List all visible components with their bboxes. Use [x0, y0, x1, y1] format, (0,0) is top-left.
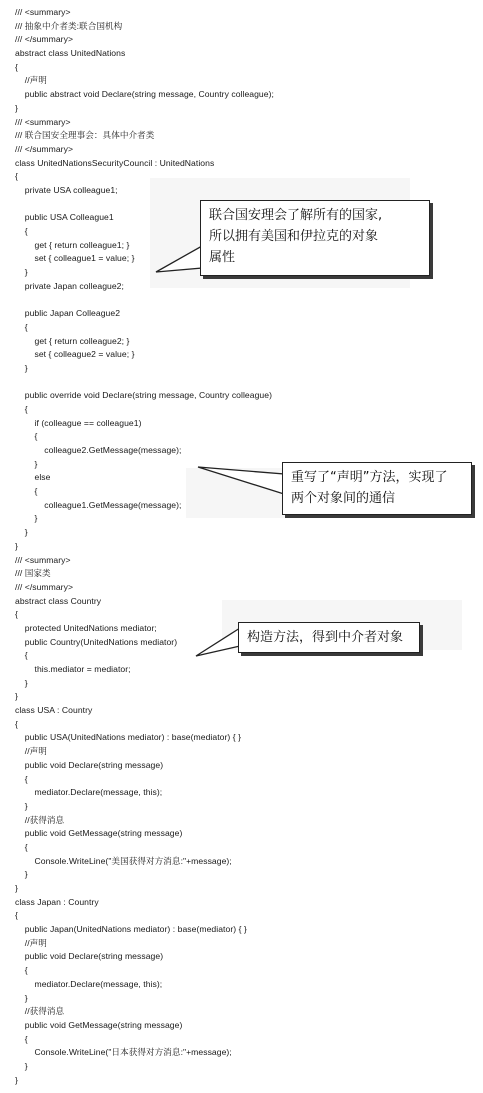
- code-listing: [15, 6, 475, 1087]
- code-line: public Japan(UnitedNations mediator) : base(mediator) { }: [15, 924, 247, 935]
- code-line: {: [15, 321, 28, 332]
- code-line: class USA : Country: [15, 705, 93, 716]
- code-line: {: [15, 841, 28, 852]
- callout-constructor: [238, 622, 420, 653]
- callout-text: 重写了“声明”方法，实现了: [291, 470, 448, 485]
- callout-text: 两个对象间的通信: [291, 491, 396, 506]
- code-line: abstract class UnitedNations: [15, 48, 126, 59]
- code-line: }: [15, 1074, 18, 1085]
- code-line: public void GetMessage(string message): [15, 828, 183, 839]
- callout-security-council: [200, 200, 430, 276]
- code-line: public void GetMessage(string message): [15, 1019, 183, 1030]
- code-line: {: [15, 609, 18, 620]
- callout-text: 构造方法，得到中介者对象: [247, 630, 404, 645]
- code-line: //声明: [15, 75, 47, 86]
- callout-text: 联合国安理会了解所有的国家,: [209, 208, 383, 223]
- code-line: /// 联合国安全理事会：具体中介者类: [15, 130, 155, 141]
- code-line: get { return colleague2; }: [15, 335, 130, 346]
- code-line: Console.WriteLine("美国获得对方消息:"+message);: [15, 855, 232, 866]
- code-line: /// </summary>: [15, 581, 74, 592]
- code-line: {: [15, 910, 18, 921]
- code-line: }: [15, 527, 28, 538]
- code-line: {: [15, 403, 28, 414]
- code-line: public Country(UnitedNations mediator): [15, 636, 178, 647]
- code-line: }: [15, 267, 28, 278]
- code-line: public override void Declare(string message, Country colleague): [15, 390, 272, 401]
- code-line: private USA colleague1;: [15, 184, 118, 195]
- code-line: mediator.Declare(message, this);: [15, 978, 163, 989]
- code-line: }: [15, 992, 28, 1003]
- code-line: /// </summary>: [15, 34, 74, 45]
- callout-text: 所以拥有美国和伊拉克的对象: [209, 229, 379, 244]
- code-line: //获得消息: [15, 1006, 65, 1017]
- code-line: set { colleague2 = value; }: [15, 349, 135, 360]
- code-line: }: [15, 102, 18, 113]
- code-line: }: [15, 362, 28, 373]
- code-line: protected UnitedNations mediator;: [15, 622, 157, 633]
- code-line: /// 抽象中介者类:联合国机构: [15, 20, 123, 31]
- code-line: {: [15, 1033, 28, 1044]
- code-line: mediator.Declare(message, this);: [15, 787, 163, 798]
- code-line: this.mediator = mediator;: [15, 664, 131, 674]
- code-line: /// 国家类: [15, 568, 51, 579]
- code-line: abstract class Country: [15, 595, 102, 606]
- code-line: }: [15, 1060, 28, 1071]
- code-line: public abstract void Declare(string message, Country colleague);: [15, 89, 274, 100]
- code-line: //声明: [15, 937, 47, 948]
- code-line: {: [15, 61, 18, 72]
- code-line: [15, 376, 475, 390]
- code-line: Console.WriteLine("日本获得对方消息:"+message);: [15, 1047, 232, 1058]
- code-line: }: [15, 677, 28, 688]
- code-line: }: [15, 513, 38, 524]
- code-line: }: [15, 691, 18, 702]
- code-line: /// <summary>: [15, 7, 71, 17]
- code-line: colleague1.GetMessage(message);: [15, 499, 182, 510]
- code-line: private Japan colleague2;: [15, 280, 124, 291]
- code-line: {: [15, 965, 28, 976]
- code-line: set { colleague1 = value; }: [15, 253, 135, 264]
- code-line: else: [15, 472, 51, 483]
- code-line: /// <summary>: [15, 116, 71, 127]
- code-line: //声明: [15, 746, 47, 757]
- code-line: [15, 293, 475, 307]
- code-line: {: [15, 171, 18, 182]
- code-line: colleague2.GetMessage(message);: [15, 445, 182, 455]
- code-line: {: [15, 718, 18, 729]
- code-line: public Japan Colleague2: [15, 308, 121, 319]
- code-line: public void Declare(string message): [15, 951, 164, 962]
- code-line: {: [15, 650, 28, 661]
- callout-declare-override: [282, 462, 472, 515]
- code-line: {: [15, 773, 28, 784]
- code-line: /// <summary>: [15, 554, 71, 565]
- code-line: {: [15, 431, 38, 442]
- code-line: {: [15, 226, 28, 236]
- code-line: /// </summary>: [15, 143, 74, 154]
- code-line: }: [15, 883, 18, 893]
- callout-text: 属性: [209, 250, 236, 265]
- code-line: }: [15, 458, 38, 469]
- code-line: public USA(UnitedNations mediator) : base(mediator) { }: [15, 732, 242, 743]
- code-line: }: [15, 540, 18, 551]
- code-line: get { return colleague1; }: [15, 239, 130, 250]
- code-line: }: [15, 800, 28, 811]
- code-line: public void Declare(string message): [15, 759, 164, 770]
- code-line: public USA Colleague1: [15, 212, 114, 223]
- code-line: {: [15, 486, 38, 497]
- code-line: if (colleague == colleague1): [15, 417, 142, 428]
- code-line: class Japan : Country: [15, 896, 99, 907]
- code-line: }: [15, 869, 28, 880]
- code-line: class UnitedNationsSecurityCouncil : UnitedNations: [15, 157, 215, 168]
- code-line: //获得消息: [15, 814, 65, 825]
